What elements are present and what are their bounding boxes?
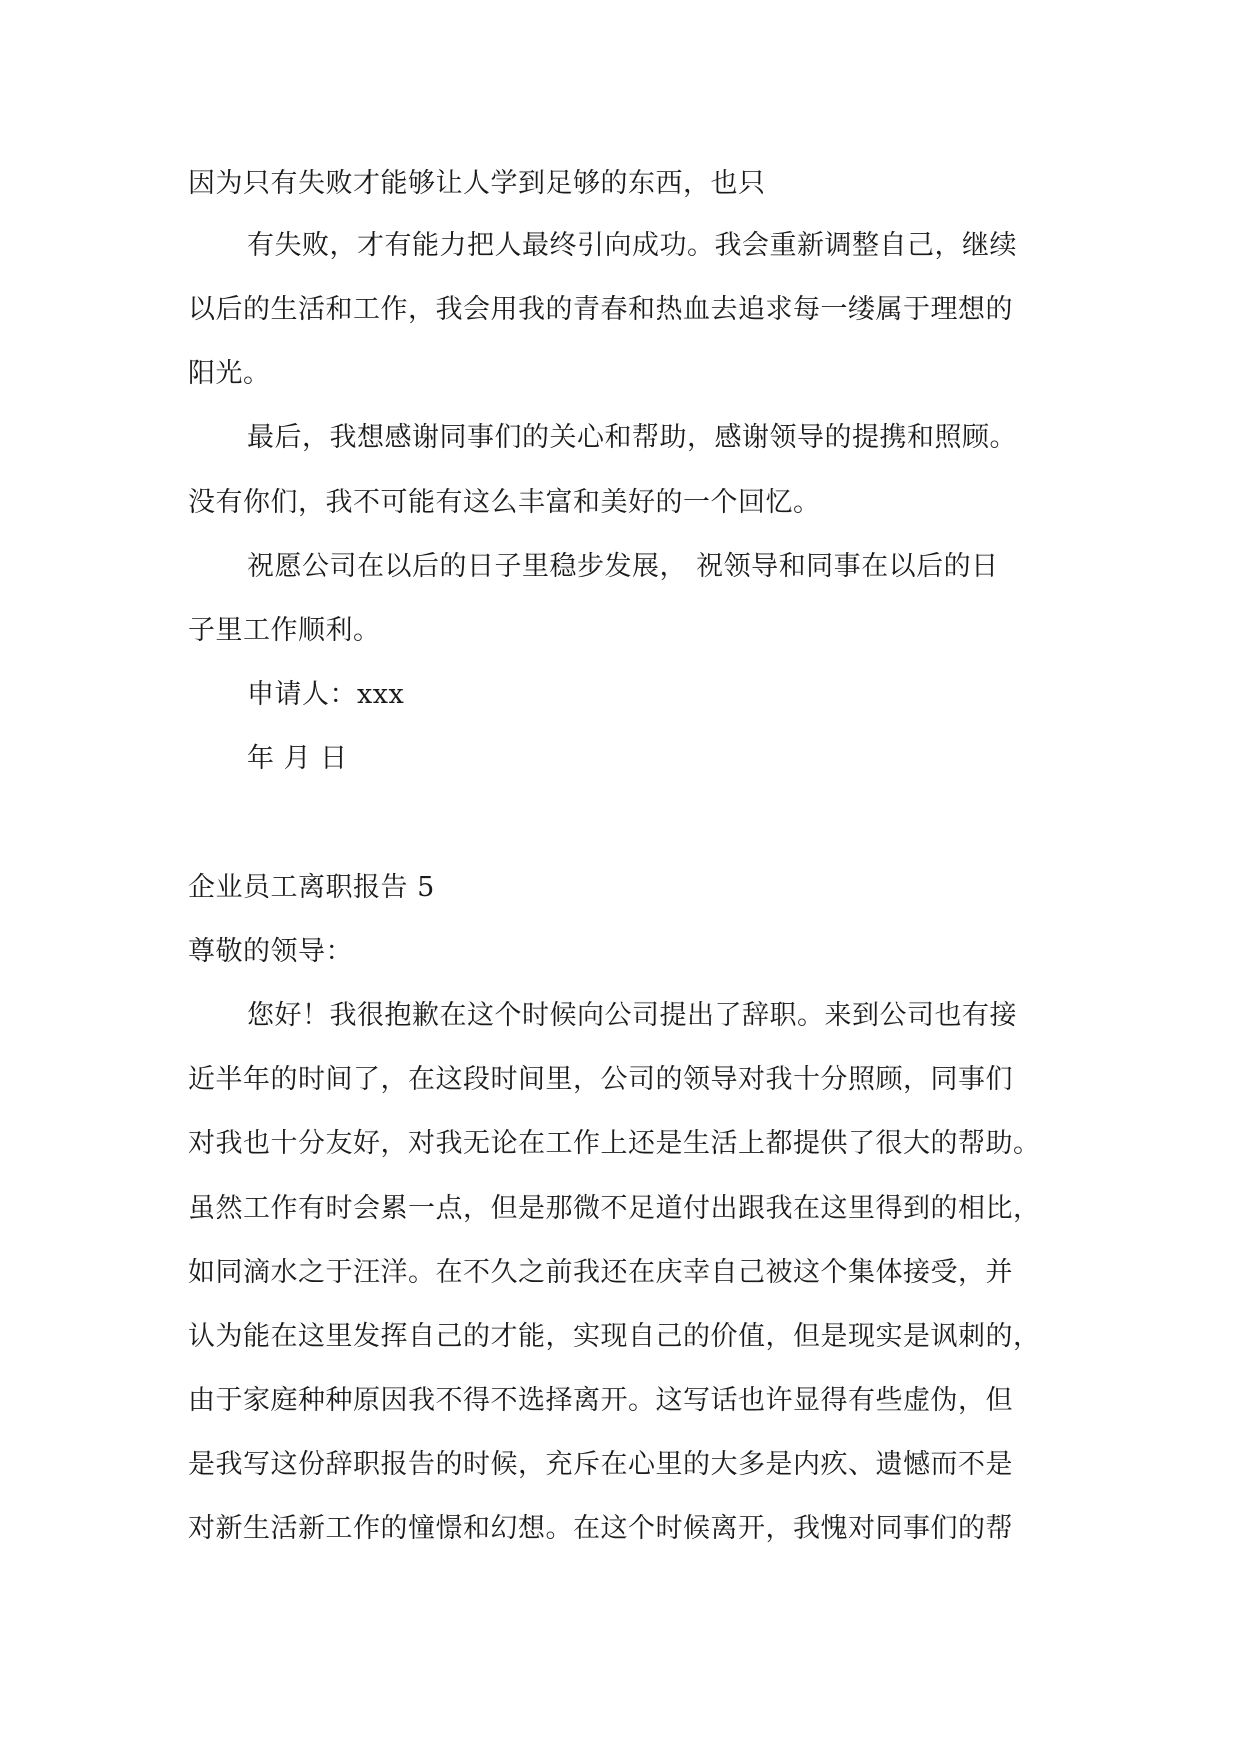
date-line: 年 月 日 [247,743,348,774]
paragraph-line: 以后的生活和工作，我会用我的青春和热血去追求每一缕属于理想的 [188,294,1013,325]
paragraph-line: 阳光。 [188,358,271,389]
paragraph-line: 如同滴水之于汪洋。在不久之前我还在庆幸自己被这个集体接受，并 [188,1257,1013,1288]
paragraph-line: 最后，我想感谢同事们的关心和帮助，感谢领导的提携和照顾。 [247,422,1017,453]
paragraph-line: 祝愿公司在以后的日子里稳步发展， 祝领导和同事在以后的日 [247,551,999,582]
paragraph-line: 因为只有失败才能够让人学到足够的东西，也只 [188,168,766,199]
paragraph-line: 有失败，才有能力把人最终引向成功。我会重新调整自己，继续 [247,230,1017,261]
paragraph-line: 是我写这份辞职报告的时候，充斥在心里的大多是内疚、遗憾而不是 [188,1449,1013,1480]
paragraph-line: 没有你们，我不可能有这么丰富和美好的一个回忆。 [188,487,821,518]
paragraph-line: 您好！我很抱歉在这个时候向公司提出了辞职。来到公司也有接 [247,1000,1017,1031]
applicant-signature: 申请人：xxx [247,679,405,710]
paragraph-line: 虽然工作有时会累一点，但是那微不足道付出跟我在这里得到的相比， [188,1193,1041,1224]
salutation: 尊敬的领导： [188,936,353,967]
report-title: 企业员工离职报告 5 [188,872,435,903]
paragraph-line: 对我也十分友好，对我无论在工作上还是生活上都提供了很大的帮助。 [188,1128,1041,1159]
paragraph-line: 认为能在这里发挥自己的才能，实现自己的价值，但是现实是讽刺的， [188,1321,1041,1352]
paragraph-line: 对新生活新工作的憧憬和幻想。在这个时候离开，我愧对同事们的帮 [188,1513,1013,1544]
paragraph-line: 子里工作顺利。 [188,615,381,646]
paragraph-line: 近半年的时间了，在这段时间里，公司的领导对我十分照顾，同事们 [188,1064,1013,1095]
paragraph-line: 由于家庭种种原因我不得不选择离开。这写话也许显得有些虚伪，但 [188,1385,1013,1416]
